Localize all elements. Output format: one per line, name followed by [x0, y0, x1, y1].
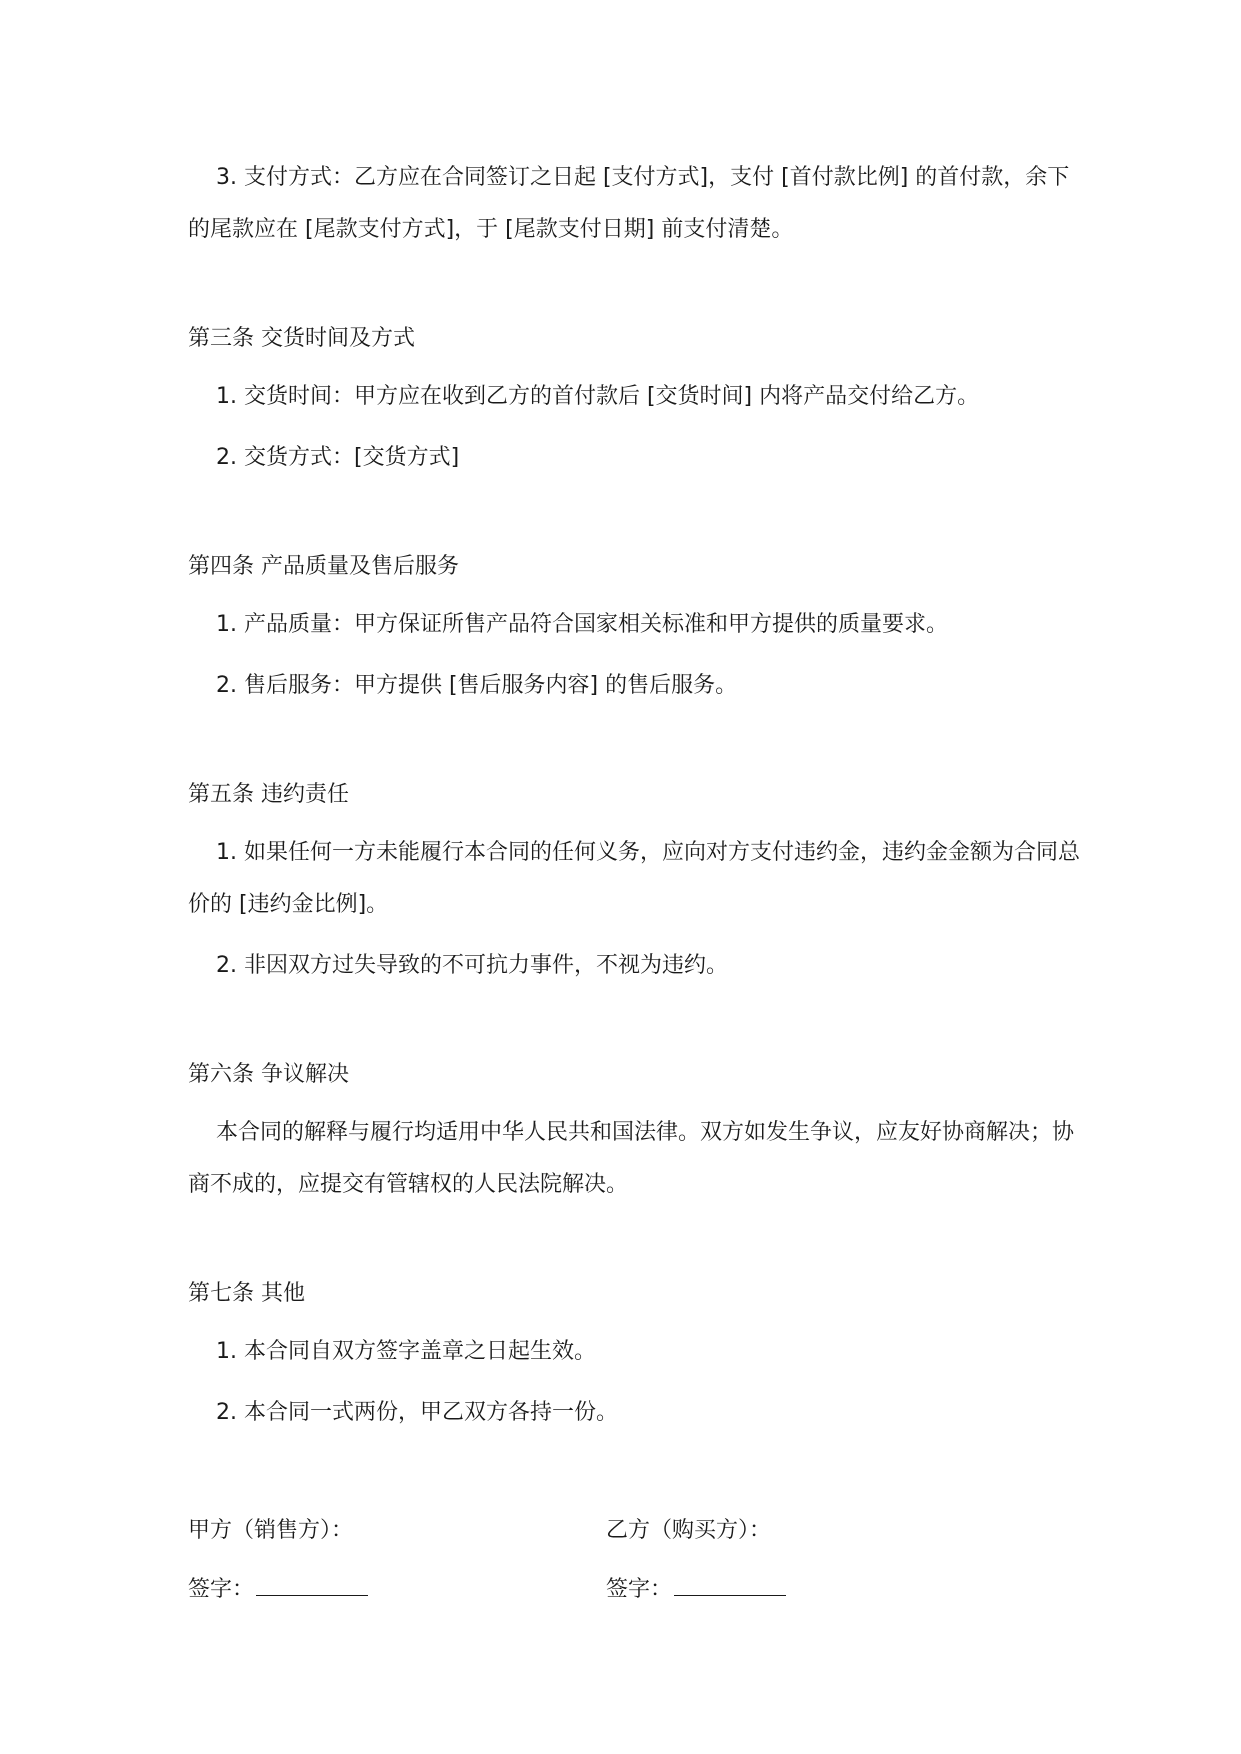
article-5-item-1: 1. 如果任何一方未能履行本合同的任何义务，应向对方支付违约金，违约金金额为合同总价的 [违约金比例]。 [188, 840, 1080, 917]
article-7-item-2: 2. 本合同一式两份，甲乙双方各持一份。 [216, 1400, 618, 1425]
party-b-label: 乙方（购买方）： [606, 1518, 772, 1543]
article-5 [188, 769, 1088, 992]
article-4-item-1: 1. 产品质量：甲方保证所售产品符合国家相关标准和甲方提供的质量要求。 [216, 612, 948, 637]
party-b-sign-line [674, 1573, 786, 1596]
party-a-sign-line [256, 1573, 368, 1596]
article-3-title: 第三条 交货时间及方式 [188, 326, 415, 351]
sign-row [188, 1564, 1088, 1616]
article-4-item-2: 2. 售后服务：甲方提供 [售后服务内容] 的售后服务。 [216, 673, 738, 698]
article-7-item-1: 1. 本合同自双方签字盖章之日起生效。 [216, 1339, 596, 1364]
signature-section [188, 1505, 1088, 1616]
party-row [188, 1505, 1088, 1557]
article-7 [188, 1268, 1088, 1439]
article-4 [188, 541, 1088, 712]
contract-body [188, 152, 1088, 1616]
article-6-title: 第六条 争议解决 [188, 1062, 349, 1087]
payment-method-item: 3. 支付方式：乙方应在合同签订之日起 [支付方式]，支付 [首付款比例] 的首付款，余下的尾款应在 [尾款支付方式]，于 [尾款支付日期] 前支付清楚。 [188, 165, 1070, 242]
article-6 [188, 1049, 1088, 1211]
party-b-signature [606, 1564, 1026, 1616]
party-a-sign-label: 签字： [188, 1577, 255, 1602]
party-a-label: 甲方（销售方）： [188, 1518, 354, 1543]
article-5-title: 第五条 违约责任 [188, 782, 349, 807]
party-a-signature [188, 1564, 606, 1616]
article-3-item-1: 1. 交货时间：甲方应在收到乙方的首付款后 [交货时间] 内将产品交付给乙方。 [216, 384, 980, 409]
party-b-sign-label: 签字： [606, 1577, 673, 1602]
article-3-item-2: 2. 交货方式：[交货方式] [216, 445, 460, 470]
article-7-title: 第七条 其他 [188, 1281, 305, 1306]
article-4-title: 第四条 产品质量及售后服务 [188, 554, 459, 579]
article-5-item-2: 2. 非因双方过失导致的不可抗力事件，不视为违约。 [216, 953, 728, 978]
article-6-body: 本合同的解释与履行均适用中华人民共和国法律。双方如发生争议，应友好协商解决；协商不成的，应提交有管辖权的人民法院解决。 [188, 1120, 1075, 1197]
article-3 [188, 313, 1088, 484]
